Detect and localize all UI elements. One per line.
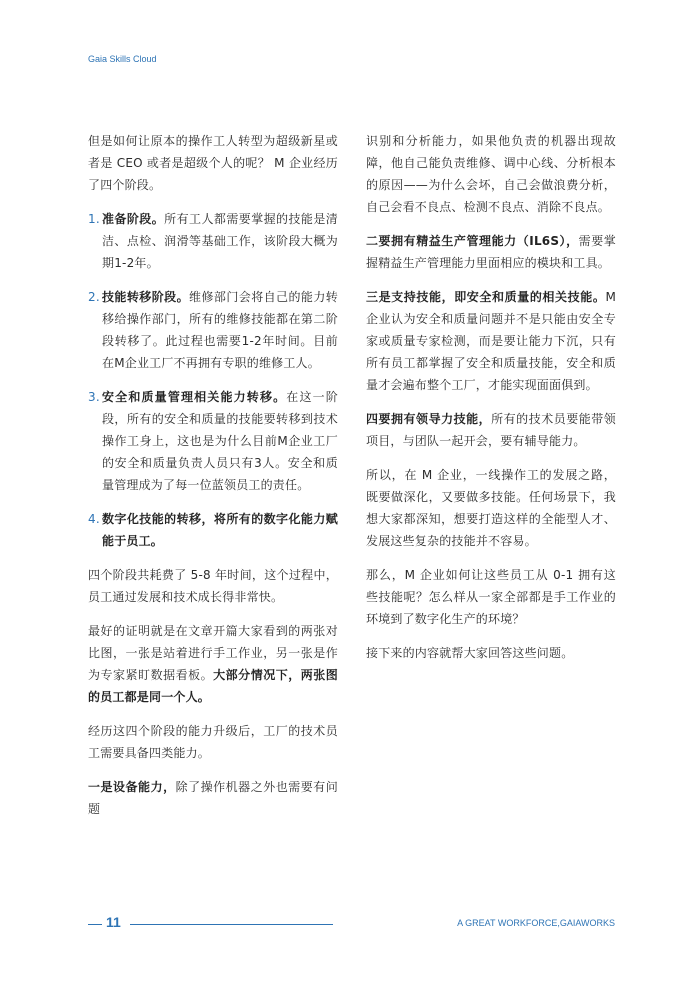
leadership-bold: 四要拥有领导力技能， (366, 412, 492, 426)
equipment-ability-text: 除了操作机器之外也需要有问题 (88, 780, 338, 816)
continuation-paragraph: 识别和分析能力，如果他负责的机器出现故障，他自己能负责维修、调中心线、分析根本的原因——为什么会坏，自己会做浪费分析，自己会看不良点、检测不良点、消除不良点。 (366, 134, 616, 214)
list-heading: 技能转移阶段。 (102, 290, 190, 304)
list-body (102, 208, 338, 274)
list-number: 4. (88, 512, 100, 526)
footer-divider (130, 924, 333, 925)
list-item (88, 208, 338, 274)
list-body (102, 386, 338, 496)
intro-paragraph: 但是如何让原本的操作工人转型为超级新星或者是 CEO 或者是超级个人的呢？ M 企业经历了四个阶段。 (88, 134, 338, 192)
leadership-text: 所有的技术员要能带领项目，与团队一起开会，要有辅导能力。 (366, 412, 616, 448)
list-item (88, 508, 338, 552)
list-number: 1. (88, 212, 100, 226)
list-number: 2. (88, 290, 100, 304)
proof-text: 最好的证明就是在文章开篇大家看到的两张对比图，一张是站着进行手工作业，另一张是作为专家紧盯数据看板。 (88, 624, 338, 682)
list-text: 维修部门会将自己的能力转移给操作部门，所有的维修技能都在第二阶段转移了。此过程也需要1-2年时间。目前在M企业工厂不再拥有专职的维修工人。 (102, 290, 338, 370)
duration-paragraph: 四个阶段共耗费了 5-8 年时间，这个过程中，员工通过发展和技术成长得非常快。 (88, 568, 338, 604)
equipment-ability-bold: 一是设备能力， (88, 780, 176, 794)
list-body (102, 508, 338, 552)
proof-paragraph (88, 620, 338, 708)
support-skills-text: M 企业认为安全和质量问题并不是只能由安全专家或质量专家检测，而是要让能力下沉，只有所有员工都掌握了安全和质量技能，安全和质量才会遍布整个工厂，才能实现面面俱到。 (366, 290, 616, 392)
proof-bold: 大部分情况下，两张图的员工都是同一个人。 (88, 668, 338, 704)
list-item (88, 286, 338, 374)
footer-tagline: A GREAT WORKFORCE,GAIAWORKS (457, 918, 615, 928)
leadership-paragraph (366, 408, 616, 452)
list-text: 在这一阶段，所有的安全和质量的技能要转移到技术操作工身上，这也是为什么目前M企业工厂的安全和质量负责人员只有3人。安全和质量管理成为了每一位蓝领员工的责任。 (102, 390, 338, 492)
list-heading: 数字化技能的转移，将所有的数字化能力赋能于员工。 (102, 512, 338, 548)
lean-ability-text: 需要掌握精益生产管理能力里面相应的模块和工具。 (366, 234, 616, 270)
list-body (102, 286, 338, 374)
list-heading: 准备阶段。 (102, 212, 165, 226)
lean-ability-paragraph (366, 230, 616, 274)
support-skills-bold: 三是支持技能，即安全和质量的相关技能。 (366, 290, 606, 304)
footer-dash (88, 924, 102, 925)
development-paragraph: 所以，在 M 企业，一线操作工的发展之路，既要做深化，又要做多技能。任何场景下，我想大家都深知，想要打造这样的全能型人才、发展这些复杂的技能并不容易。 (366, 468, 616, 548)
lean-ability-bold: 二要拥有精益生产管理能力（IL6S）， (366, 234, 579, 248)
abilities-intro-paragraph: 经历这四个阶段的能力升级后，工厂的技术员工需要具备四类能力。 (88, 724, 338, 760)
list-text: 所有工人都需要掌握的技能是清洁、点检、润滑等基础工作，该阶段大概为期1-2年。 (102, 212, 338, 270)
closing-paragraph: 接下来的内容就帮大家回答这些问题。 (366, 646, 574, 660)
list-item (88, 386, 338, 496)
support-skills-paragraph (366, 286, 616, 396)
page-number: 11 (106, 914, 121, 930)
equipment-ability-paragraph (88, 776, 338, 820)
list-number: 3. (88, 390, 100, 404)
right-column (366, 130, 616, 676)
question-paragraph: 那么，M 企业如何让这些员工从 0-1 拥有这些技能呢？怎么样从一家全部都是手工作业的环境到了数字化生产的环境？ (366, 568, 616, 626)
brand-header: Gaia Skills Cloud (88, 54, 157, 64)
left-column (88, 130, 338, 832)
list-heading: 安全和质量管理相关能力转移。 (102, 390, 287, 404)
